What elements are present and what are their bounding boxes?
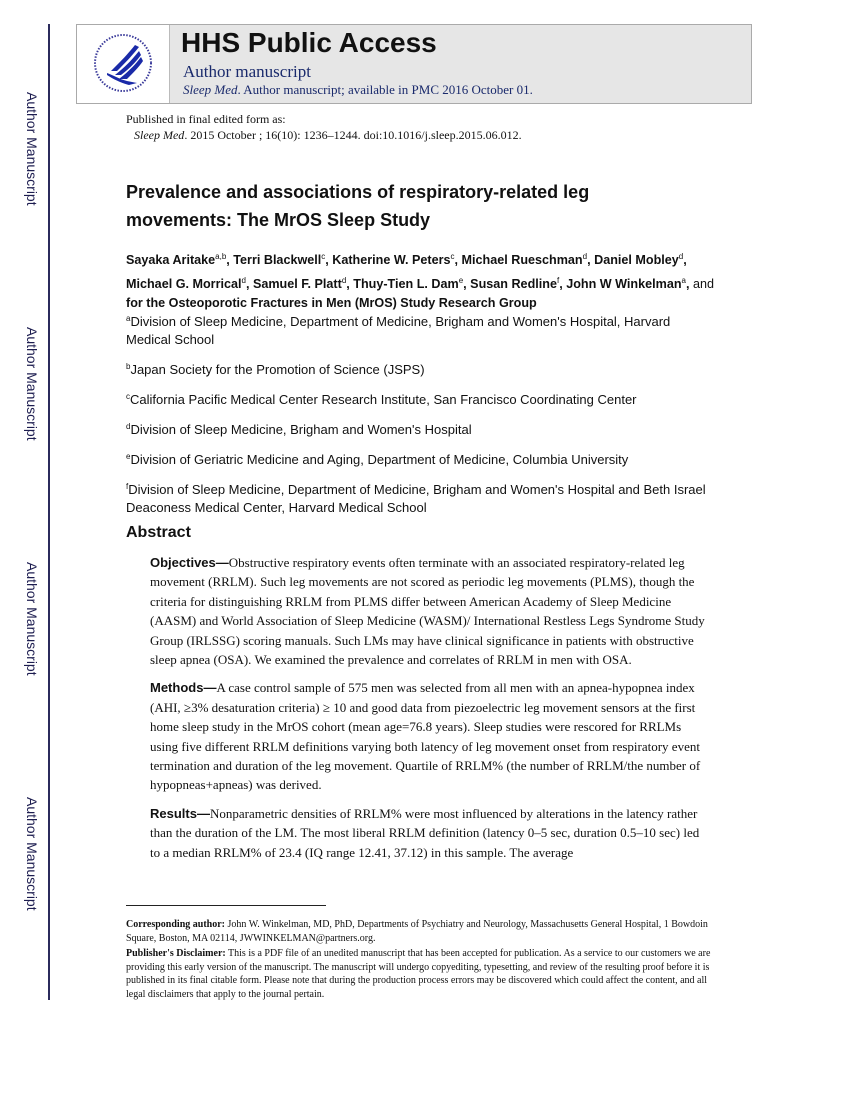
citation-text: . 2015 October ; 16(10): 1236–1244. doi:10.1016/j.sleep.2015.06.012.	[184, 128, 522, 142]
affiliation: $^e$Division of Geriatric Medicine and Aging, Department of Medicine, Columbia University	[126, 452, 629, 467]
sidebar-label	[22, 562, 46, 702]
sidebar-label	[22, 92, 46, 232]
sidebar-label	[22, 327, 46, 467]
author: Thuy-Tien L. Dam$^e$	[353, 275, 464, 291]
author: Michael G. Morrical$^d$	[126, 275, 246, 291]
affiliation: $^c$California Pacific Medical Center Research Institute, San Francisco Coordinating Center	[126, 392, 637, 407]
abstract-methods: Methods—A case control sample of 575 men was selected from all men with an apnea-hypopnea index (AHI, ≥3% desaturation criteria) ≥ 10 and good data from piezoelectric leg movement sensors at the first home sleep study in the MrOS cohort (mean age=76.8 years). Sleep studies were rescored for RRLMs using five different RRLM definitions varying both latency of leg movement onset from respiratory event termination and duration of the leg movement. Quartile of RRLM% (the number of RRLM/the number of hypopneas+apneas) was derived.	[150, 680, 701, 793]
hhs-header-banner	[76, 24, 752, 104]
sidebar-label-text: Author Manuscript	[24, 562, 40, 676]
affiliation: $^b$Japan Society for the Promotion of Science (JSPS)	[126, 362, 425, 377]
abstract-results: Results—Nonparametric densities of RRLM% were most influenced by alterations in the latency rather than the duration of the LM. The most liberal RRLM definition (latency 0–5 sec, duration 0.5–10 sec) led to a median RRLM% of 23.4 (IQ range 12.41, 37.12) in this sample. The average	[150, 805, 700, 860]
publication-info	[126, 111, 522, 143]
corresponding-author: Corresponding author: John W. Winkelman, MD, PhD, Departments of Psychiatry and Neurology, Massachusetts General Hospital, 1 Bowdoin Square, Boston, MA 02114, JWWINKELMAN@partners.org.	[126, 919, 708, 944]
author: Susan Redline$^f$	[470, 275, 560, 291]
abstract-heading: Abstract	[126, 524, 191, 541]
sidebar-label	[22, 797, 46, 937]
availability-text: . Author manuscript; available in PMC 2016 October 01.	[237, 82, 533, 97]
affiliation: $^d$Division of Sleep Medicine, Brigham and Women's Hospital	[126, 422, 472, 437]
journal-name: Sleep Med	[183, 82, 238, 97]
header-subtitle: Author manuscript	[183, 62, 311, 81]
citation-journal: Sleep Med	[134, 128, 185, 142]
abstract-body	[150, 553, 705, 871]
abstract-objectives: Objectives—Obstructive respiratory events often terminate with an associated respiratory-related leg movement (RRLM). Such leg movements are not scored as periodic leg movements (PLMS), though the criteria for distinguishing RRLM from PLMS differ between American Academy of Sleep Medicine (AASM) and World Association of Sleep Medicine (WASM)/ International Restless Legs Syndrome Study Group (IRLSSG) scoring manuals. Such LMs may have clinical significance in patients with obstructive sleep apnea (OSA). We examined the prevalence and correlates of RRLM in men with OSA.	[150, 555, 705, 668]
author: John W Winkelman$^a$	[566, 275, 686, 291]
and-text: and	[692, 276, 714, 291]
footnotes	[126, 918, 726, 1003]
author: Daniel Mobley$^d$	[594, 252, 684, 267]
header-availability	[183, 82, 533, 98]
sidebar-label-text: Author Manuscript	[24, 92, 40, 206]
author: Michael Rueschman$^d$	[461, 252, 588, 267]
sidebar-label-text: Author Manuscript	[24, 327, 40, 441]
affiliation: $^a$Division of Sleep Medicine, Department of Medicine, Brigham and Women's Hospital, Harvard Medical School	[126, 314, 671, 347]
author: Sayaka Aritake$^{a,b}$	[126, 252, 227, 267]
author-list: Sayaka Aritake$^{a,b}$, Terri Blackwell$^c$, Katherine W. Peters$^c$, Michael Rueschman$^d$, Daniel Mobley$^d$, Michael G. Morrical$^d$, Samuel F. Platt$^d$, Thuy-Tien L. Dam$^e$, Susan Redline$^f$, John W Winkelman$^a$, and for the Osteoporotic Fractures in Men (MrOS) Study Research Group	[126, 252, 714, 310]
study-group: for the Osteoporotic Fractures in Men (MrOS) Study Research Group	[126, 296, 537, 310]
hhs-logo	[77, 25, 170, 103]
author: Terri Blackwell$^c$	[233, 252, 326, 267]
hhs-eagle-seal-icon	[77, 25, 169, 103]
author: Samuel F. Platt$^d$	[252, 275, 347, 291]
author: Katherine W. Peters$^c$	[332, 252, 455, 267]
publication-intro: Published in final edited form as:	[126, 112, 286, 126]
article-title: Prevalence and associations of respiratory-related leg movements: The MrOS Sleep Study	[126, 182, 590, 230]
citation	[126, 127, 522, 143]
header-title: HHS Public Access	[181, 27, 437, 58]
sidebar-label-text: Author Manuscript	[24, 797, 40, 911]
publisher-disclaimer: Publisher's Disclaimer: This is a PDF file of an unedited manuscript that has been accepted for publication. As a service to our customers we are providing this early version of the manuscript. The manuscript will undergo copyediting, typesetting, and review of the resulting proof before it is published in its final citable form. Please note that during the production process errors may be discovered which could affect the content, and all legal disclaimers that apply to the journal pertain.	[126, 948, 711, 1000]
affiliations	[126, 310, 716, 526]
footnote-rule	[126, 905, 326, 906]
affiliation: $^f$Division of Sleep Medicine, Department of Medicine, Brigham and Women's Hospital and Beth Israel Deaconess Medical Center, Harvard Medical School	[126, 482, 706, 515]
margin-rule	[48, 24, 50, 1000]
